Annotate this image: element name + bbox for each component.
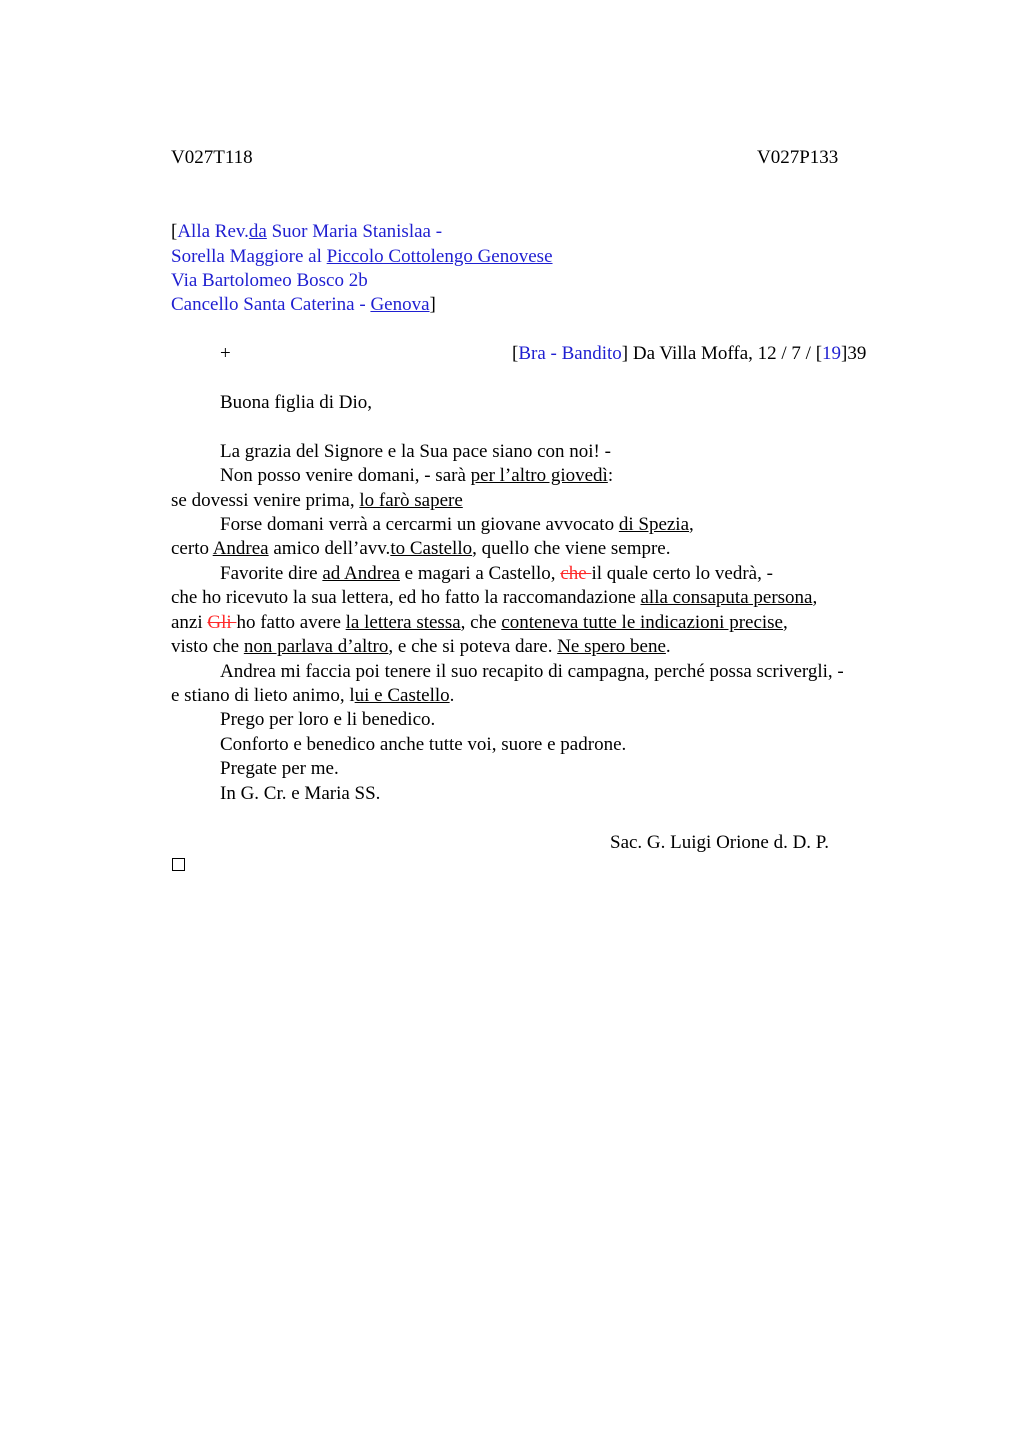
body-underlined: per l’altro giovedì (470, 465, 608, 486)
body-underlined: lo farò sapere (359, 490, 463, 511)
address-text: Suor Maria Stanislaa - (266, 221, 443, 242)
body-text: , quello che viene sempre. (472, 538, 671, 559)
deleted-word: Gli (207, 612, 237, 633)
body-line-11 (171, 684, 454, 708)
body-underlined: di Spezia (618, 514, 690, 535)
body-text: e magari a Castello, (399, 563, 561, 584)
body-text: visto che (171, 636, 244, 657)
end-box-icon (172, 858, 185, 871)
bracket: [ (171, 221, 178, 242)
body-line-4 (220, 513, 694, 537)
body-underlined: conteneva tutte le indicazioni precise (501, 612, 783, 633)
address-underlined: Piccolo Cottolengo Genovese (326, 246, 553, 267)
dateline-text: ]39 (841, 343, 867, 364)
bracket: ] (429, 294, 436, 315)
dateline-year: 19 (822, 343, 842, 364)
body-line-12: Prego per loro e li benedico. (220, 709, 436, 730)
body-line-1: La grazia del Signore e la Sua pace siano con noi! - (220, 441, 611, 462)
body-text: anzi (171, 612, 208, 633)
document-code-right: V027P133 (757, 147, 839, 168)
address-line-2 (171, 245, 553, 269)
body-line-5 (171, 537, 671, 561)
body-line-6 (220, 562, 773, 586)
body-line-3 (171, 489, 463, 513)
address-text: Cancello Santa Caterina - (171, 294, 371, 315)
address-text: Sorella Maggiore al (171, 246, 327, 267)
body-line-13: Conforto e benedico anche tutte voi, suore e padrone. (220, 734, 627, 755)
body-text: , che (460, 612, 502, 633)
salutation: Buona figlia di Dio, (220, 392, 372, 413)
address-line-3: Via Bartolomeo Bosco 2b (171, 270, 368, 291)
dateline (512, 342, 866, 366)
dateline-place: Bra - Bandito (518, 343, 622, 364)
body-underlined: la lettera stessa (345, 612, 461, 633)
body-text: ho fatto avere (236, 612, 346, 633)
body-text: , (812, 587, 818, 608)
body-underlined: to Castello (390, 538, 473, 559)
body-underlined: Ne spero bene (557, 636, 666, 657)
body-text: certo (171, 538, 213, 559)
body-text: Favorite dire (220, 563, 323, 584)
body-underlined: Andrea (212, 538, 269, 559)
body-line-7 (171, 586, 817, 610)
body-underlined: non parlava d’altro (243, 636, 389, 657)
dateline-text: ] Da Villa Moffa, 12 / 7 / [ (621, 343, 823, 364)
body-line-10: Andrea mi faccia poi tenere il suo recapito di campagna, perché possa scrivergli, - (220, 661, 844, 682)
signature: Sac. G. Luigi Orione d. D. P. (610, 832, 830, 853)
body-text: se dovessi venire prima, (171, 490, 360, 511)
body-text: e stiano di lieto animo, l (171, 685, 355, 706)
body-text: , (783, 612, 788, 633)
body-line-2 (220, 464, 613, 488)
address-underlined: da (248, 221, 267, 242)
body-text: amico dell’avv. (268, 538, 391, 559)
body-text: , (689, 514, 694, 535)
document-code-left: V027T118 (171, 147, 253, 168)
address-line-4 (171, 293, 436, 317)
bracket: [ (512, 343, 519, 364)
body-text: , e che si poteva dare. (388, 636, 558, 657)
address-line-1 (171, 220, 442, 244)
address-text: Alla Rev. (177, 221, 249, 242)
body-text: . (449, 685, 455, 706)
body-line-14: Pregate per me. (220, 758, 339, 779)
body-line-15: In G. Cr. e Maria SS. (220, 783, 381, 804)
body-line-8 (171, 611, 788, 635)
body-text: Forse domani verrà a cercarmi un giovane avvocato (220, 514, 619, 535)
body-text: Non posso venire domani, - sarà (220, 465, 471, 486)
deleted-word: che (560, 563, 592, 584)
body-underlined: alla consaputa persona (640, 587, 813, 608)
body-text: che ho ricevuto la sua lettera, ed ho fatto la raccomandazione (171, 587, 641, 608)
address-underlined: Genova (370, 294, 430, 315)
cross-mark: + (220, 343, 231, 364)
body-line-9 (171, 635, 671, 659)
body-text: . (665, 636, 671, 657)
body-underlined: ui e Castello (354, 685, 450, 706)
body-text: il quale certo lo vedrà, - (591, 563, 773, 584)
body-text: : (607, 465, 614, 486)
body-underlined: ad Andrea (322, 563, 400, 584)
